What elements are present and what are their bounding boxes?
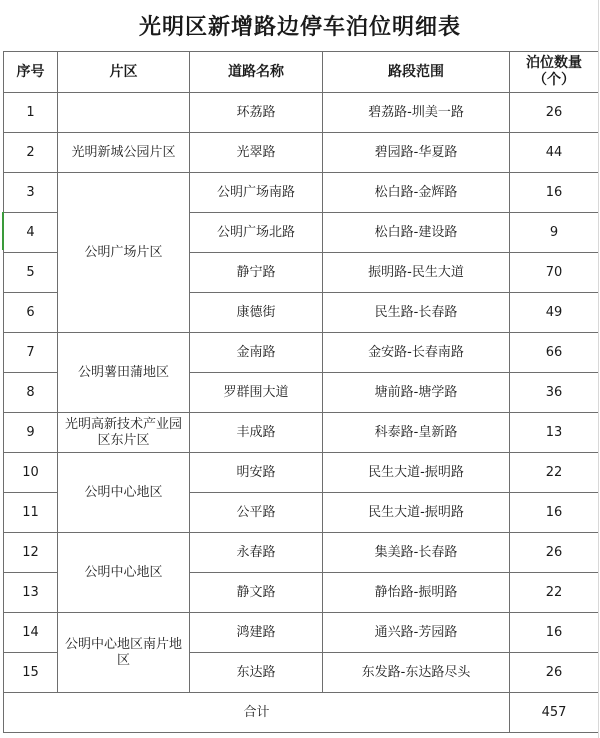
header-seq[interactable]: 序号: [4, 52, 58, 93]
cell-count[interactable]: 66: [510, 333, 599, 373]
cell-road[interactable]: 鸿建路: [190, 613, 323, 653]
total-value[interactable]: 457: [510, 693, 599, 733]
cell-section[interactable]: 民生大道-振明路: [323, 493, 510, 533]
cell-section[interactable]: 碧荔路-圳美一路: [323, 93, 510, 133]
parking-table: [3, 51, 599, 733]
header-count[interactable]: [510, 52, 599, 93]
header-area[interactable]: 片区: [58, 52, 190, 93]
cell-seq[interactable]: 11: [4, 493, 58, 533]
cell-road[interactable]: 公明广场南路: [190, 173, 323, 213]
sheet-gridline: [598, 0, 599, 738]
cell-count[interactable]: 13: [510, 413, 599, 453]
table-row: [4, 133, 599, 173]
table-row: [4, 173, 599, 213]
cell-seq[interactable]: 2: [4, 133, 58, 173]
cell-seq[interactable]: 13: [4, 573, 58, 613]
cell-count[interactable]: 36: [510, 373, 599, 413]
table-row: [4, 453, 599, 493]
cell-seq[interactable]: 15: [4, 653, 58, 693]
cell-seq[interactable]: 7: [4, 333, 58, 373]
cell-selection-edge: [2, 212, 4, 250]
cell-section[interactable]: 松白路-建设路: [323, 213, 510, 253]
cell-road[interactable]: 公明广场北路: [190, 213, 323, 253]
cell-count[interactable]: 16: [510, 493, 599, 533]
header-road[interactable]: 道路名称: [190, 52, 323, 93]
cell-seq[interactable]: 10: [4, 453, 58, 493]
table-title: 光明区新增路边停车泊位明细表: [138, 15, 461, 40]
cell-section[interactable]: 静怡路-振明路: [323, 573, 510, 613]
header-row: [4, 52, 599, 93]
cell-count[interactable]: 26: [510, 93, 599, 133]
cell-seq[interactable]: 9: [4, 413, 58, 453]
cell-section[interactable]: 松白路-金辉路: [323, 173, 510, 213]
cell-road[interactable]: 金南路: [190, 333, 323, 373]
cell-road[interactable]: 永春路: [190, 533, 323, 573]
cell-area[interactable]: [58, 93, 190, 133]
header-count-line1: 泊位数量: [526, 55, 582, 71]
cell-road[interactable]: 康德街: [190, 293, 323, 333]
cell-section[interactable]: 碧园路-华夏路: [323, 133, 510, 173]
cell-area[interactable]: 公明广场片区: [58, 173, 190, 333]
cell-count[interactable]: 44: [510, 133, 599, 173]
cell-area[interactable]: 光明高新技术产业园区东片区: [58, 413, 190, 453]
total-label[interactable]: 合计: [4, 693, 510, 733]
cell-section[interactable]: 民生大道-振明路: [323, 453, 510, 493]
cell-section[interactable]: 民生路-长春路: [323, 293, 510, 333]
cell-section[interactable]: 通兴路-芳园路: [323, 613, 510, 653]
cell-road[interactable]: 静文路: [190, 573, 323, 613]
cell-road[interactable]: 东达路: [190, 653, 323, 693]
cell-section[interactable]: 东发路-东达路尽头: [323, 653, 510, 693]
cell-seq[interactable]: 8: [4, 373, 58, 413]
cell-road[interactable]: 光翠路: [190, 133, 323, 173]
table-row: [4, 613, 599, 653]
cell-area[interactable]: 公明中心地区: [58, 533, 190, 613]
cell-area[interactable]: 公明中心地区: [58, 453, 190, 533]
total-row: [4, 693, 599, 733]
cell-area[interactable]: 光明新城公园片区: [58, 133, 190, 173]
cell-section[interactable]: 集美路-长春路: [323, 533, 510, 573]
cell-road[interactable]: 明安路: [190, 453, 323, 493]
cell-seq[interactable]: 6: [4, 293, 58, 333]
header-count-line2: （个）: [533, 72, 575, 88]
cell-road[interactable]: 丰成路: [190, 413, 323, 453]
cell-count[interactable]: 49: [510, 293, 599, 333]
cell-area[interactable]: 公明薯田蒲地区: [58, 333, 190, 413]
cell-count[interactable]: 22: [510, 453, 599, 493]
cell-count[interactable]: 70: [510, 253, 599, 293]
cell-count[interactable]: 22: [510, 573, 599, 613]
table-row: [4, 413, 599, 453]
cell-road[interactable]: 公平路: [190, 493, 323, 533]
cell-seq[interactable]: 1: [4, 93, 58, 133]
cell-seq[interactable]: 3: [4, 173, 58, 213]
cell-count[interactable]: 16: [510, 173, 599, 213]
cell-road[interactable]: 静宁路: [190, 253, 323, 293]
table-row: [4, 533, 599, 573]
cell-section[interactable]: 振明路-民生大道: [323, 253, 510, 293]
cell-count[interactable]: 9: [510, 213, 599, 253]
cell-section[interactable]: 金安路-长春南路: [323, 333, 510, 373]
cell-seq[interactable]: 5: [4, 253, 58, 293]
cell-road[interactable]: 罗群围大道: [190, 373, 323, 413]
cell-area[interactable]: 公明中心地区南片地区: [58, 613, 190, 693]
cell-section[interactable]: 科泰路-皇新路: [323, 413, 510, 453]
cell-count[interactable]: 16: [510, 613, 599, 653]
cell-count[interactable]: 26: [510, 533, 599, 573]
cell-count[interactable]: 26: [510, 653, 599, 693]
cell-seq[interactable]: 12: [4, 533, 58, 573]
table-row: [4, 333, 599, 373]
cell-seq[interactable]: 4: [4, 213, 58, 253]
cell-section[interactable]: 塘前路-塘学路: [323, 373, 510, 413]
cell-seq[interactable]: 14: [4, 613, 58, 653]
cell-road[interactable]: 环荔路: [190, 93, 323, 133]
table-row: [4, 93, 599, 133]
header-section[interactable]: 路段范围: [323, 52, 510, 93]
